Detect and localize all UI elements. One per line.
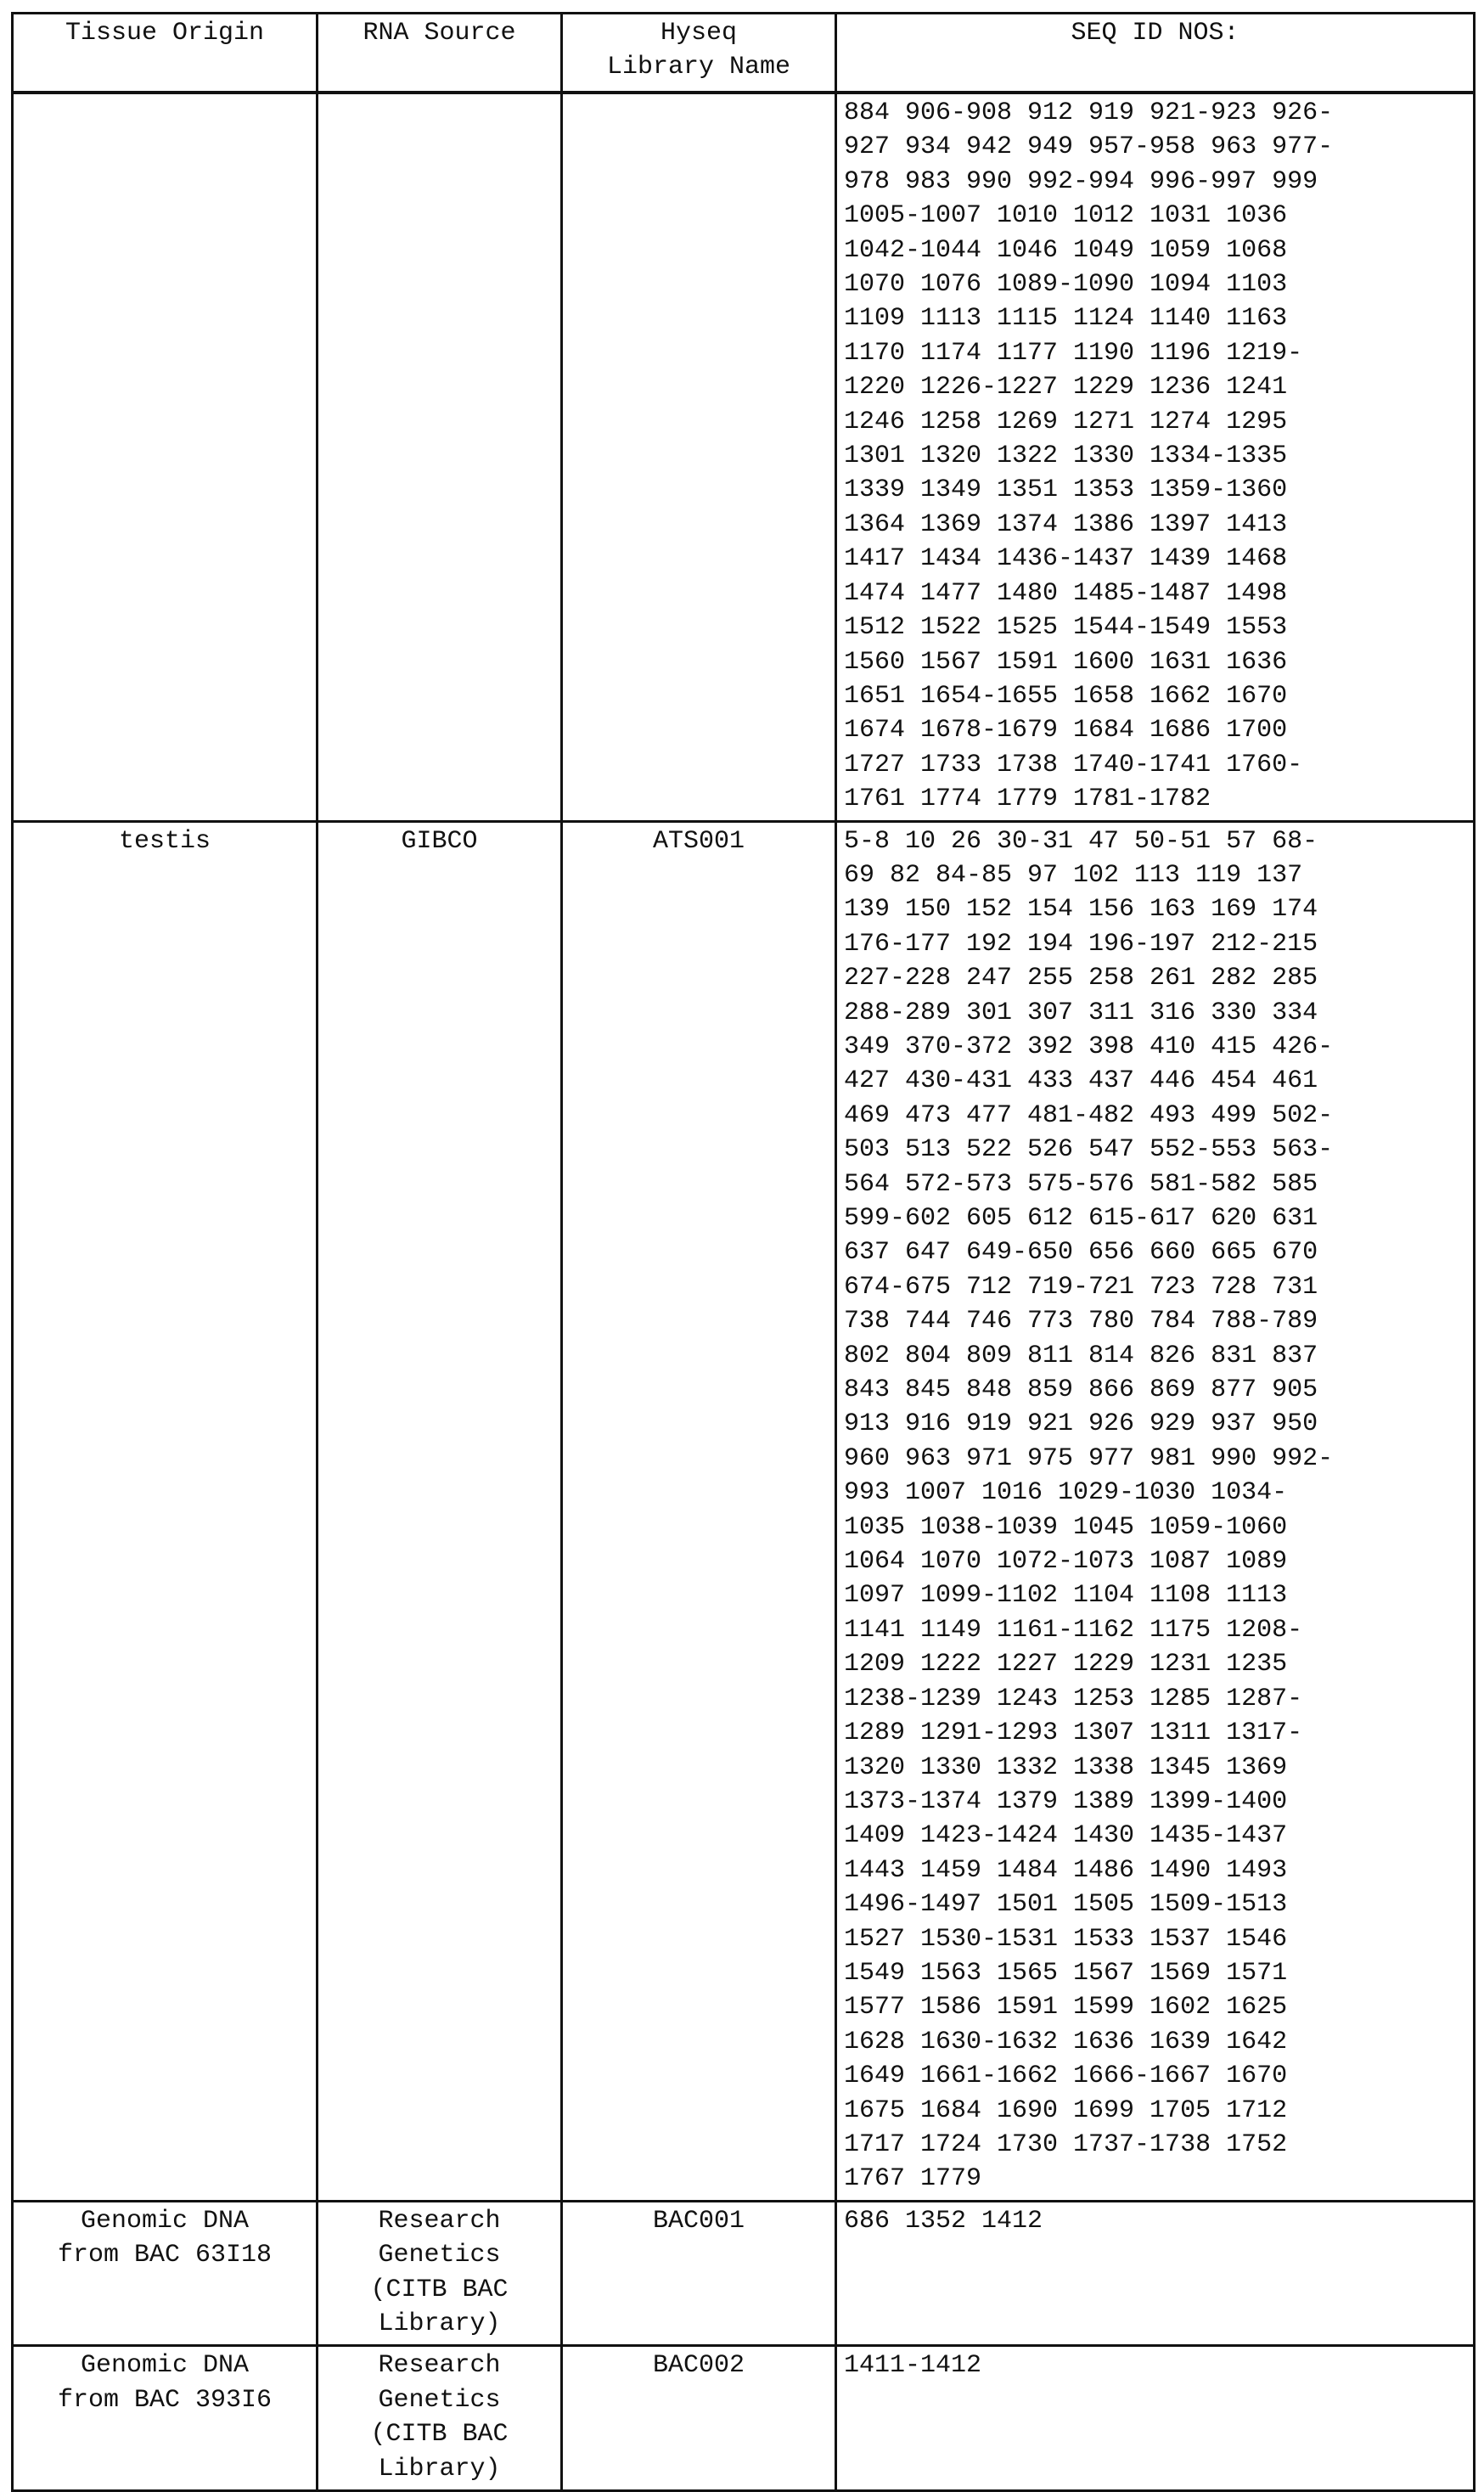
seq-id-line: 1064 1070 1072-1073 1087 1089 (844, 1547, 1288, 1577)
seq-id-line: 1320 1330 1332 1338 1345 1369 (844, 1752, 1288, 1782)
seq-id-line: 1220 1226-1227 1229 1236 1241 (844, 373, 1288, 402)
cell-tissue-origin: testis (13, 821, 318, 2201)
seq-id-line: 1474 1477 1480 1485-1487 1498 (844, 578, 1288, 608)
seq-id-line: 1246 1258 1269 1271 1274 1295 (844, 407, 1288, 436)
seq-id-line: 960 963 971 975 977 981 990 992- (844, 1443, 1334, 1473)
cell-library-name: BAC001 (562, 2201, 836, 2346)
seq-id-line: 978 983 990 992-994 996-997 999 (844, 166, 1318, 196)
seq-id-line: 1109 1113 1115 1124 1140 1163 (844, 304, 1288, 334)
table-row (13, 93, 1475, 821)
seq-id-line: 69 82 84-85 97 102 113 119 137 (844, 860, 1303, 890)
header-rna-source: RNA Source (318, 14, 562, 93)
seq-id-line: 288-289 301 307 311 316 330 334 (844, 998, 1318, 1027)
seq-id-line: 1301 1320 1322 1330 1334-1335 (844, 442, 1288, 471)
cell-rna-source: Research Genetics (CITB BAC Library) (318, 2201, 562, 2346)
cell-seq-ids (836, 821, 1475, 2201)
seq-id-line: 927 934 942 949 957-958 963 977- (844, 132, 1334, 162)
seq-id-line: 503 513 522 526 547 552-553 563- (844, 1135, 1334, 1165)
seq-id-line: 176-177 192 194 196-197 212-215 (844, 929, 1318, 959)
cell-tissue-origin: Genomic DNA from BAC 393I6 (13, 2346, 318, 2491)
seq-id-line: 1560 1567 1591 1600 1631 1636 (844, 647, 1288, 677)
header-library-name: Hyseq Library Name (562, 14, 836, 93)
table-header-row (13, 14, 1475, 93)
seq-id-line: 1170 1174 1177 1190 1196 1219- (844, 338, 1303, 368)
seq-id-line: 843 845 848 859 866 869 877 905 (844, 1375, 1318, 1405)
seq-id-line: 674-675 712 719-721 723 728 731 (844, 1272, 1318, 1302)
seq-id-line: 1767 1779 (844, 2164, 982, 2194)
seq-id-line: 227-228 247 255 258 261 282 285 (844, 964, 1318, 993)
cell-tissue-origin (13, 93, 318, 821)
header-seq-ids: SEQ ID NOS: (836, 14, 1475, 93)
seq-id-line: 1577 1586 1591 1599 1602 1625 (844, 1993, 1288, 2022)
seq-id-line: 1005-1007 1010 1012 1031 1036 (844, 201, 1288, 231)
table-row (13, 821, 1475, 2201)
seq-id-line: 1512 1522 1525 1544-1549 1553 (844, 613, 1288, 643)
seq-id-line: 1628 1630-1632 1636 1639 1642 (844, 2027, 1288, 2056)
seq-id-line: 637 647 649-650 656 660 665 670 (844, 1238, 1318, 1268)
seq-id-line: 599-602 605 612 615-617 620 631 (844, 1204, 1318, 1233)
seq-id-line: 1549 1563 1565 1567 1569 1571 (844, 1958, 1288, 1988)
seq-id-line: 5-8 10 26 30-31 47 50-51 57 68- (844, 826, 1318, 856)
seq-id-line: 913 916 919 921 926 929 937 950 (844, 1409, 1318, 1439)
seq-id-line: 1373-1374 1379 1389 1399-1400 (844, 1786, 1288, 1816)
seq-id-line: 1042-1044 1046 1049 1059 1068 (844, 235, 1288, 265)
seq-id-table (11, 12, 1476, 2492)
seq-id-line: 884 906-908 912 919 921-923 926- (844, 98, 1334, 127)
cell-library-name (562, 93, 836, 821)
table-row (13, 2346, 1475, 2491)
seq-id-line: 1209 1222 1227 1229 1231 1235 (844, 1650, 1288, 1679)
cell-seq-ids (836, 93, 1475, 821)
cell-seq-ids (836, 2346, 1475, 2491)
seq-id-line: 1141 1149 1161-1162 1175 1208- (844, 1615, 1303, 1645)
header-tissue-origin: Tissue Origin (13, 14, 318, 93)
seq-id-line: 1651 1654-1655 1658 1662 1670 (844, 681, 1288, 711)
seq-id-line: 1097 1099-1102 1104 1108 1113 (844, 1581, 1288, 1611)
seq-id-line: 1289 1291-1293 1307 1311 1317- (844, 1719, 1303, 1748)
seq-id-line: 349 370-372 392 398 410 415 426- (844, 1032, 1334, 1061)
seq-id-line: 1411-1412 (844, 2351, 982, 2381)
seq-id-line: 1527 1530-1531 1533 1537 1546 (844, 1924, 1288, 1954)
seq-id-line: 139 150 152 154 156 163 169 174 (844, 895, 1318, 925)
seq-id-line: 1238-1239 1243 1253 1285 1287- (844, 1684, 1303, 1713)
seq-id-line: 1417 1434 1436-1437 1439 1468 (844, 544, 1288, 574)
seq-id-line: 1364 1369 1374 1386 1397 1413 (844, 509, 1288, 539)
seq-id-line: 1070 1076 1089-1090 1094 1103 (844, 270, 1288, 300)
seq-id-line: 1717 1724 1730 1737-1738 1752 (844, 2129, 1288, 2159)
seq-id-line: 686 1352 1412 (844, 2206, 1043, 2236)
seq-id-line: 738 744 746 773 780 784 788-789 (844, 1307, 1318, 1336)
seq-id-table-page (11, 12, 1473, 2492)
seq-id-line: 564 572-573 575-576 581-582 585 (844, 1169, 1318, 1199)
cell-seq-ids (836, 2201, 1475, 2346)
seq-id-line: 1443 1459 1484 1486 1490 1493 (844, 1855, 1288, 1885)
seq-id-line: 1761 1774 1779 1781-1782 (844, 785, 1211, 814)
table-body (13, 93, 1475, 2491)
seq-id-line: 1496-1497 1501 1505 1509-1513 (844, 1890, 1288, 1920)
seq-id-line: 1339 1349 1351 1353 1359-1360 (844, 475, 1288, 505)
cell-library-name: BAC002 (562, 2346, 836, 2491)
seq-id-line: 802 804 809 811 814 826 831 837 (844, 1341, 1318, 1370)
seq-id-line: 993 1007 1016 1029-1030 1034- (844, 1478, 1288, 1508)
seq-id-line: 1727 1733 1738 1740-1741 1760- (844, 750, 1303, 779)
seq-id-line: 1675 1684 1690 1699 1705 1712 (844, 2095, 1288, 2125)
cell-library-name: ATS001 (562, 821, 836, 2201)
cell-rna-source: Research Genetics (CITB BAC Library) (318, 2346, 562, 2491)
seq-id-line: 1649 1661-1662 1666-1667 1670 (844, 2062, 1288, 2091)
cell-rna-source (318, 93, 562, 821)
seq-id-line: 1035 1038-1039 1045 1059-1060 (844, 1512, 1288, 1542)
seq-id-line: 427 430-431 433 437 446 454 461 (844, 1066, 1318, 1096)
cell-tissue-origin: Genomic DNA from BAC 63I18 (13, 2201, 318, 2346)
seq-id-line: 1674 1678-1679 1684 1686 1700 (844, 716, 1288, 745)
cell-rna-source: GIBCO (318, 821, 562, 2201)
table-row (13, 2201, 1475, 2346)
seq-id-line: 1409 1423-1424 1430 1435-1437 (844, 1821, 1288, 1851)
seq-id-line: 469 473 477 481-482 493 499 502- (844, 1100, 1334, 1130)
